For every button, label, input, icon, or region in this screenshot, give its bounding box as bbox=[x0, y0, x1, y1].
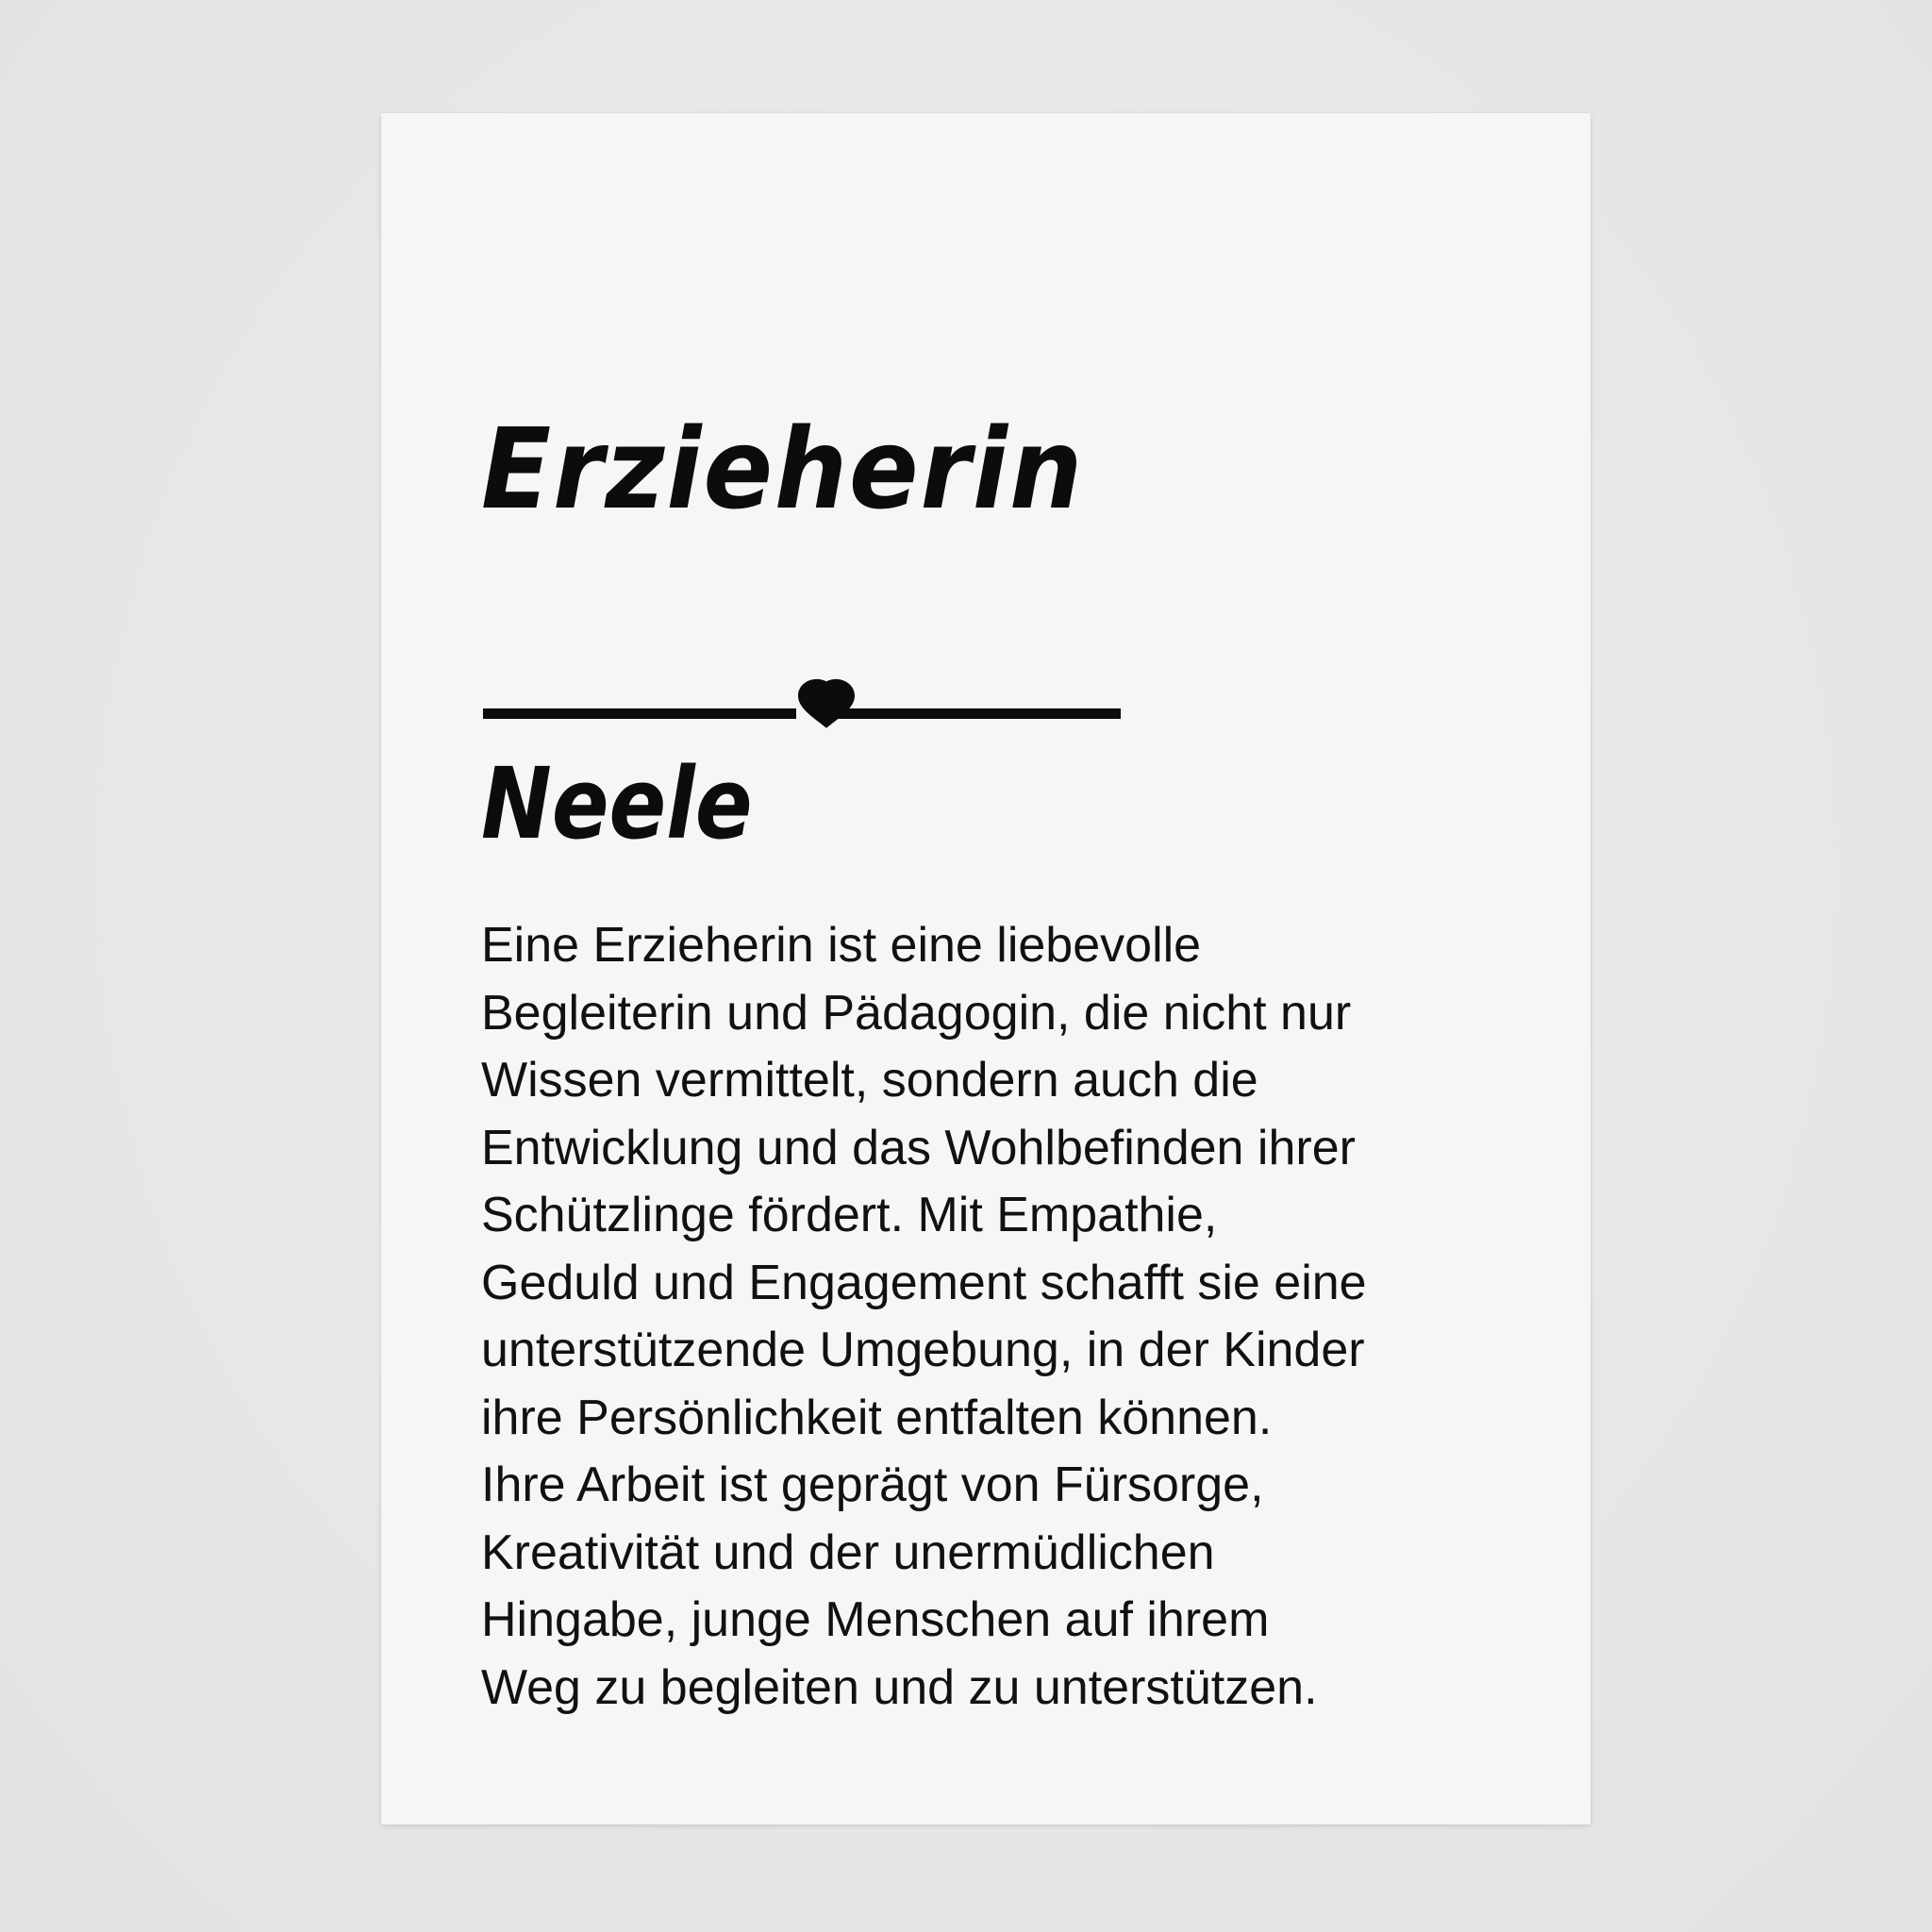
definition-line: unterstützende Umgebung, in der Kinder bbox=[481, 1323, 1365, 1377]
definition-line: ihre Persönlichkeit entfalten können. bbox=[481, 1390, 1273, 1445]
definition-line: Begleiterin und Pädagogin, die nicht nur bbox=[481, 985, 1352, 1041]
heart-icon bbox=[798, 679, 855, 728]
divider-line-right bbox=[826, 708, 1121, 719]
person-name: Neele bbox=[481, 746, 753, 861]
definition-line: Ihre Arbeit ist geprägt von Fürsorge, bbox=[481, 1457, 1264, 1512]
heart-divider bbox=[481, 675, 1123, 732]
definition-line: Hingabe, junge Menschen auf ihrem bbox=[481, 1592, 1270, 1647]
poster-title: Erzieherin bbox=[481, 404, 1085, 534]
definition-text bbox=[481, 912, 1519, 1722]
divider-line-left bbox=[483, 708, 796, 719]
definition-line: Geduld und Engagement schafft sie eine bbox=[481, 1255, 1367, 1310]
poster-print bbox=[381, 113, 1591, 1824]
definition-line: Weg zu begleiten und zu unterstützen. bbox=[481, 1659, 1318, 1715]
definition-line: Entwicklung und das Wohlbefinden ihrer bbox=[481, 1120, 1356, 1175]
definition-line: Kreativität und der unermüdlichen bbox=[481, 1524, 1215, 1580]
definition-line: Eine Erzieherin ist eine liebevolle bbox=[481, 918, 1202, 973]
definition-line: Schützlinge fördert. Mit Empathie, bbox=[481, 1188, 1218, 1242]
definition-line: Wissen vermittelt, sondern auch die bbox=[481, 1053, 1258, 1108]
